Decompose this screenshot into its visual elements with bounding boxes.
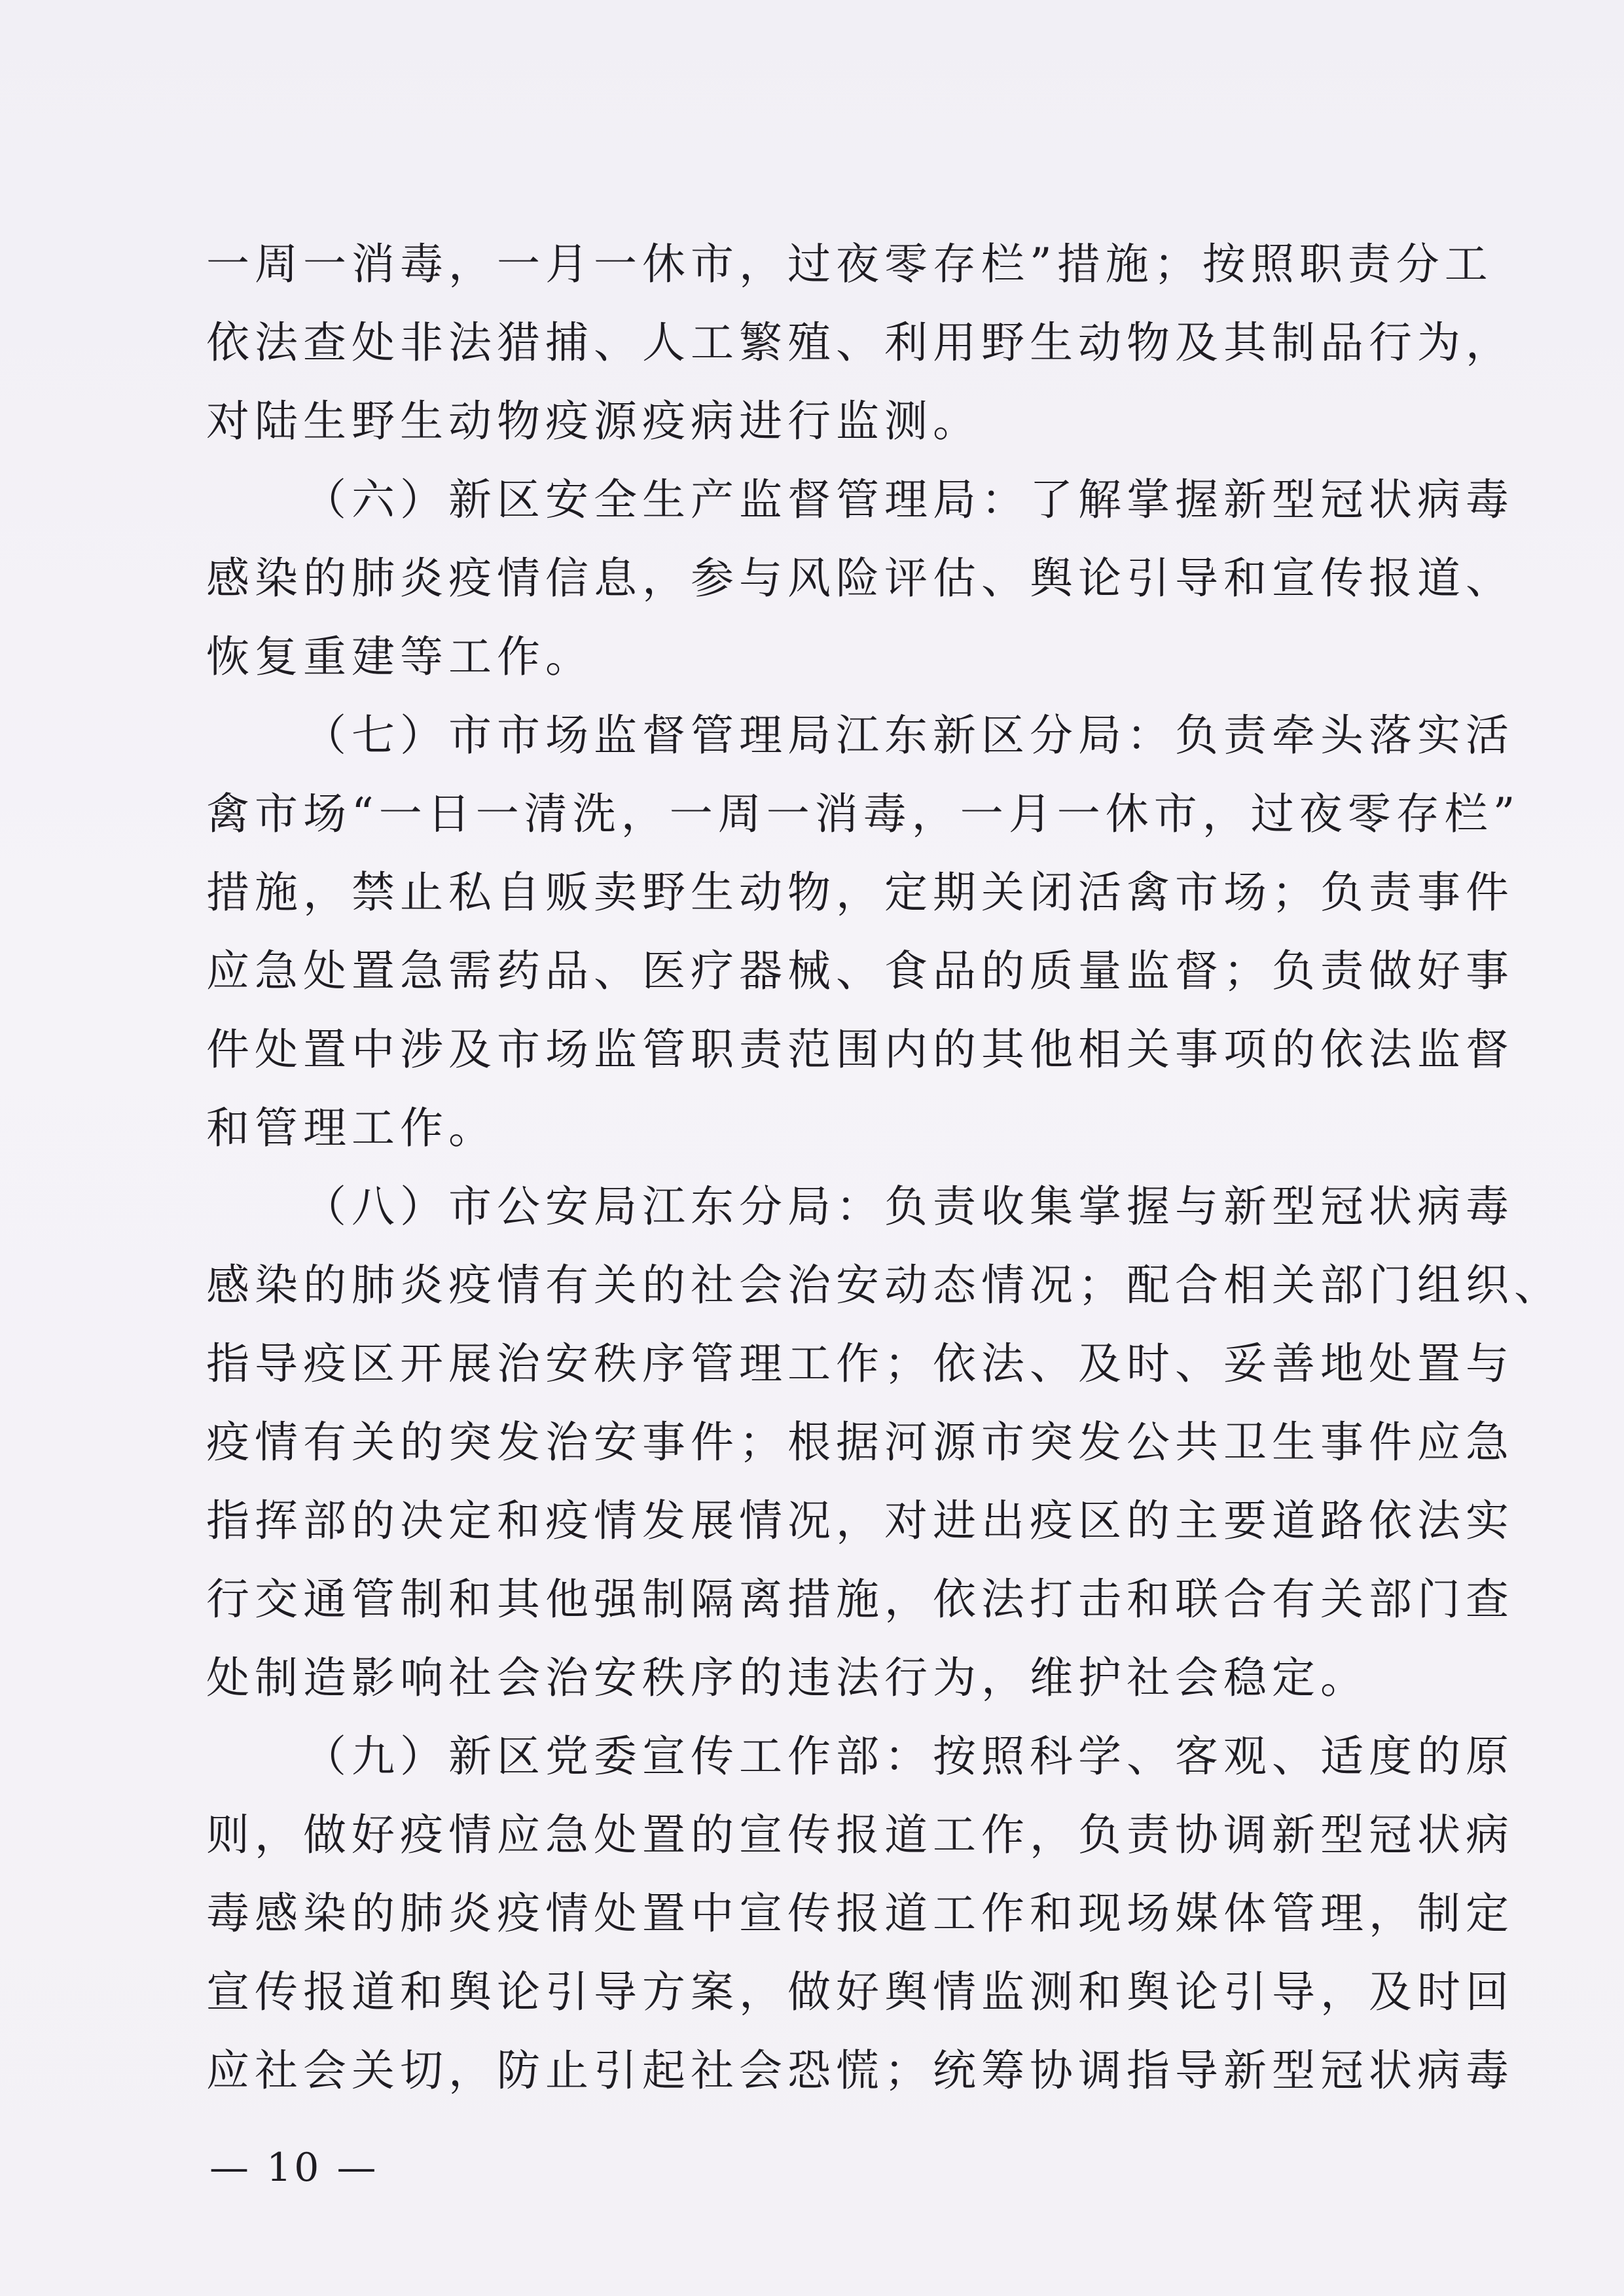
text-line-content: （七）市市场监督管理局江东新区分局：负责牵头落实活 [303, 710, 1514, 761]
page-number: — 10 — [209, 2145, 379, 2191]
text-line-content: 行交通管制和其他强制隔离措施，依法打击和联合有关部门查 [206, 1574, 1514, 1624]
paragraph [206, 461, 1514, 696]
text-line [206, 225, 1493, 304]
text-line [206, 1403, 1514, 1482]
text-line [206, 1874, 1514, 1953]
text-line [206, 696, 1514, 775]
text-line-content: 感染的肺炎疫情有关的社会治安动态情况；配合相关部门组织、 [206, 1260, 1562, 1310]
text-line [206, 1560, 1514, 1639]
text-line-content: 处制造影响社会治安秩序的违法行为，维护社会稳定。 [206, 1653, 1369, 1703]
text-line [206, 775, 1521, 853]
text-line [206, 1168, 1514, 1246]
text-line [206, 1482, 1514, 1560]
paragraph [206, 1717, 1514, 2110]
text-line-content: 指导疫区开展治安秩序管理工作；依法、及时、妥善地处置与 [206, 1338, 1514, 1389]
document-body [206, 225, 1562, 2110]
text-line-content: 应社会关切，防止引起社会恐慌；统筹协调指导新型冠状病毒 [206, 2045, 1514, 2096]
paragraph [206, 225, 1514, 461]
text-line [206, 1717, 1514, 1796]
text-line [206, 1953, 1514, 2032]
text-line-content: 恢复重建等工作。 [206, 632, 594, 682]
text-line-content: 则，做好疫情应急处置的宣传报道工作，负责协调新型冠状病 [206, 1810, 1514, 1860]
text-line [206, 382, 1384, 461]
text-line [206, 1089, 1384, 1168]
paragraph [206, 1168, 1562, 1717]
text-line-content: 疫情有关的突发治安事件；根据河源市突发公共卫生事件应急 [206, 1417, 1514, 1467]
text-line [206, 618, 1384, 696]
text-line [206, 2032, 1514, 2110]
text-line [206, 539, 1514, 618]
text-line-content: 依法查处非法猎捕、人工繁殖、利用野生动物及其制品行为， [206, 317, 1514, 368]
text-line-content: 禽市场“一日一清洗，一周一消毒，一月一休市，过夜零存栏” [206, 789, 1521, 839]
text-line-content: 件处置中涉及市场监管职责范围内的其他相关事项的依法监督 [206, 1024, 1514, 1075]
text-line [206, 461, 1514, 539]
text-line [206, 304, 1514, 382]
text-line-content: 对陆生野生动物疫源疫病进行监测。 [206, 396, 981, 446]
text-line-content: 一周一消毒，一月一休市，过夜零存栏”措施；按照职责分工 [206, 239, 1493, 289]
text-line-content: 应急处置急需药品、医疗器械、食品的质量监督；负责做好事 [206, 946, 1514, 996]
text-line [206, 1011, 1514, 1089]
text-line [206, 853, 1514, 932]
text-line-content: （六）新区安全生产监督管理局：了解掌握新型冠状病毒 [303, 475, 1514, 525]
text-line-content: 和管理工作。 [206, 1103, 497, 1153]
text-line-content: 感染的肺炎疫情信息，参与风险评估、舆论引导和宣传报道、 [206, 553, 1514, 603]
text-line [206, 1325, 1514, 1403]
text-line [206, 932, 1514, 1011]
text-line-content: 宣传报道和舆论引导方案，做好舆情监测和舆论引导，及时回 [206, 1967, 1514, 2017]
text-line-content: 措施，禁止私自贩卖野生动物，定期关闭活禽市场；负责事件 [206, 867, 1514, 918]
text-line [206, 1246, 1562, 1325]
text-line [206, 1796, 1514, 1874]
text-line-content: （九）新区党委宣传工作部：按照科学、客观、适度的原 [303, 1731, 1514, 1782]
text-line-content: 毒感染的肺炎疫情处置中宣传报道工作和现场媒体管理，制定 [206, 1888, 1514, 1939]
paragraph [206, 696, 1521, 1168]
text-line-content: （八）市公安局江东分局：负责收集掌握与新型冠状病毒 [303, 1181, 1514, 1232]
text-line-content: 指挥部的决定和疫情发展情况，对进出疫区的主要道路依法实 [206, 1496, 1514, 1546]
text-line [206, 1639, 1384, 1717]
